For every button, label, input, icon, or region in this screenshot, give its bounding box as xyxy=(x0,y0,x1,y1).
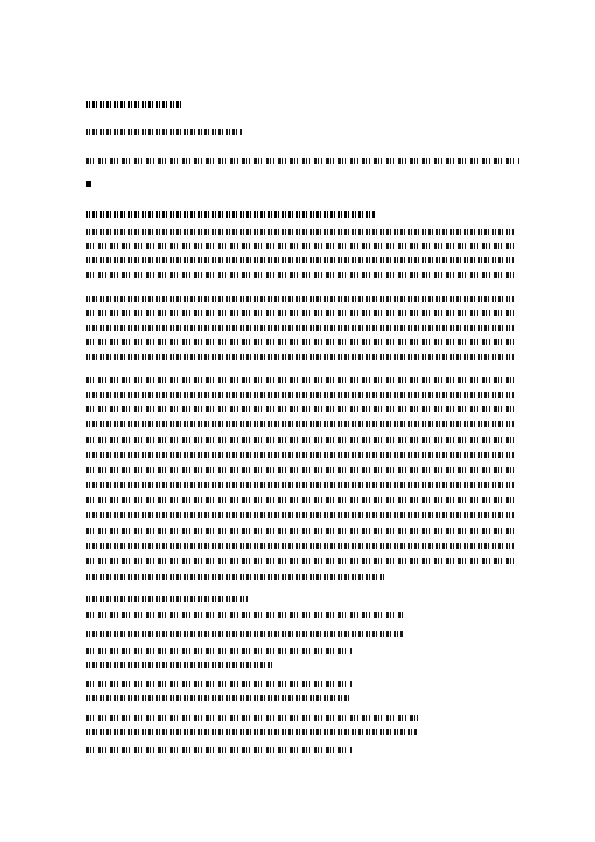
body-line-14 xyxy=(86,437,514,443)
body-line-7 xyxy=(86,325,514,331)
list-item-6 xyxy=(86,681,352,687)
list-item-3 xyxy=(86,631,404,637)
body-line-22 xyxy=(86,558,514,564)
body-line-9 xyxy=(86,354,514,360)
body-line-12 xyxy=(86,406,514,412)
body-line-5 xyxy=(86,296,514,302)
intro-line-1 xyxy=(86,158,519,164)
body-line-19 xyxy=(86,512,514,518)
document-subtitle-line xyxy=(86,129,242,135)
body-line-8 xyxy=(86,339,514,345)
list-item-5 xyxy=(86,662,272,668)
body-line-15 xyxy=(86,452,514,458)
list-item-8 xyxy=(86,715,418,721)
body-line-11 xyxy=(86,392,514,398)
body-line-10 xyxy=(86,377,514,383)
intro-line-2-mark xyxy=(86,181,91,187)
body-line-3 xyxy=(86,257,514,263)
list-item-7 xyxy=(86,695,352,701)
list-item-1 xyxy=(86,596,248,602)
body-line-23 xyxy=(86,574,386,580)
body-line-6 xyxy=(86,310,514,316)
body-line-21 xyxy=(86,543,514,549)
body-line-18 xyxy=(86,497,514,503)
list-item-2 xyxy=(86,612,404,618)
body-line-2 xyxy=(86,243,514,249)
list-item-4 xyxy=(86,648,352,654)
body-line-4 xyxy=(86,272,514,278)
list-item-10 xyxy=(86,747,352,753)
body-line-20 xyxy=(86,528,514,534)
body-line-13 xyxy=(86,421,514,427)
body-line-17 xyxy=(86,482,514,488)
body-line-16 xyxy=(86,467,514,473)
document-title-line xyxy=(86,101,182,108)
section-heading-line xyxy=(86,211,376,218)
list-item-9 xyxy=(86,729,418,735)
body-line-1 xyxy=(86,229,514,235)
